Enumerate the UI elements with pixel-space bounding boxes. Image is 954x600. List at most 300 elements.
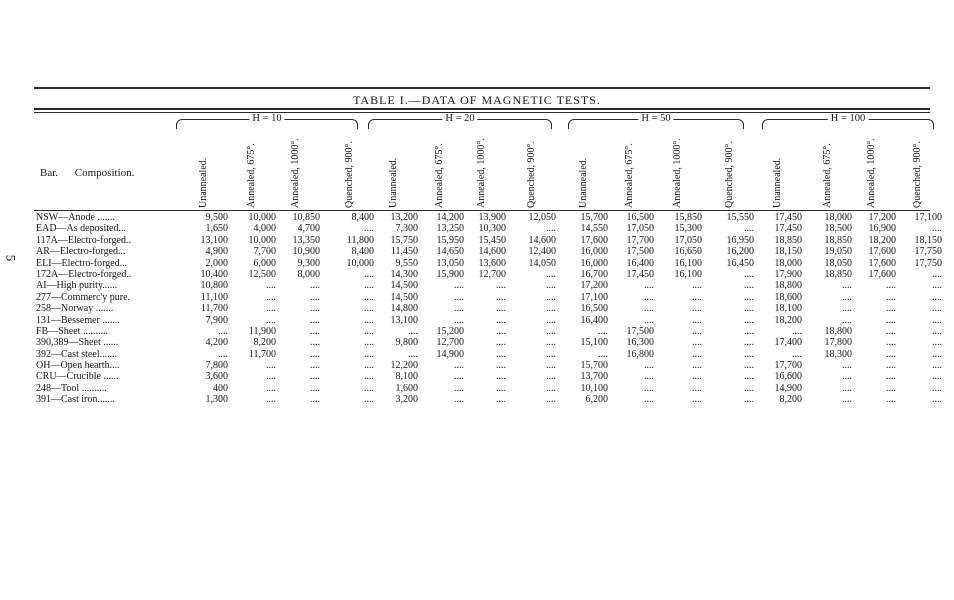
table-cell: .... bbox=[364, 371, 374, 383]
row-label: AI—High purity...... bbox=[36, 280, 118, 292]
table-cell: .... bbox=[546, 337, 556, 349]
table-cell: .... bbox=[932, 303, 942, 315]
table-cell: 17,500 bbox=[626, 246, 654, 258]
table-cell: .... bbox=[644, 382, 654, 394]
table-cell: .... bbox=[842, 360, 852, 372]
table-cell: 9,300 bbox=[297, 257, 320, 269]
table-row bbox=[36, 326, 940, 337]
table-cell: .... bbox=[454, 394, 464, 406]
table-cell: 17,100 bbox=[580, 291, 608, 303]
group-brace-h100 bbox=[762, 113, 934, 129]
table-cell: .... bbox=[310, 337, 320, 349]
table-cell: .... bbox=[496, 337, 506, 349]
table-cell: .... bbox=[692, 371, 702, 383]
table-cell: .... bbox=[886, 337, 896, 349]
table-cell: 7,700 bbox=[253, 246, 276, 258]
column-header: Annealed, 675°. bbox=[822, 143, 833, 208]
column-header: Quenched, 900°. bbox=[344, 140, 355, 208]
table-cell: 14,600 bbox=[478, 246, 506, 258]
table-cell: 8,200 bbox=[253, 337, 276, 349]
table-cell: 18,200 bbox=[774, 314, 802, 326]
table-cell: .... bbox=[744, 348, 754, 360]
table-cell: 10,850 bbox=[292, 212, 320, 223]
table-cell: .... bbox=[932, 382, 942, 394]
table-cell: .... bbox=[364, 337, 374, 349]
table-cell: 12,200 bbox=[390, 360, 418, 372]
column-header: Unannealed. bbox=[388, 157, 399, 208]
table-cell: 10,800 bbox=[200, 280, 228, 292]
table-cell: 9,500 bbox=[205, 212, 228, 223]
row-label: 131—Bessemer ....... bbox=[36, 314, 120, 326]
table-cell: .... bbox=[266, 371, 276, 383]
table-cell: .... bbox=[842, 280, 852, 292]
row-label: OH—Open hearth.... bbox=[36, 360, 120, 372]
table-cell: 17,600 bbox=[868, 268, 896, 280]
table-cell: 4,900 bbox=[205, 246, 228, 258]
table-cell: .... bbox=[310, 371, 320, 383]
table-cell: .... bbox=[364, 314, 374, 326]
table-row bbox=[36, 258, 940, 269]
table-cell: .... bbox=[310, 382, 320, 394]
title-rule-upper bbox=[34, 108, 930, 110]
table-cell: 15,700 bbox=[580, 212, 608, 223]
row-label: NSW—Anode ....... bbox=[36, 212, 115, 223]
table-cell: .... bbox=[644, 371, 654, 383]
column-header: Quenched, 900°. bbox=[526, 140, 537, 208]
column-header: Annealed, 675°. bbox=[246, 143, 257, 208]
table-cell: .... bbox=[454, 291, 464, 303]
table-cell: .... bbox=[364, 325, 374, 337]
table-cell: 15,950 bbox=[436, 234, 464, 246]
table-cell: .... bbox=[842, 314, 852, 326]
table-cell: .... bbox=[886, 303, 896, 315]
table-cell: .... bbox=[692, 280, 702, 292]
table-cell: 15,700 bbox=[580, 360, 608, 372]
table-cell: 10,000 bbox=[248, 212, 276, 223]
table-cell: 10,900 bbox=[292, 246, 320, 258]
table-cell: 17,050 bbox=[626, 223, 654, 235]
table-cell: 17,200 bbox=[580, 280, 608, 292]
table-cell: 16,500 bbox=[626, 212, 654, 223]
table-cell: .... bbox=[364, 348, 374, 360]
table-cell: 3,200 bbox=[395, 394, 418, 406]
table-cell: 18,200 bbox=[868, 234, 896, 246]
table-row bbox=[36, 383, 940, 394]
table-cell: .... bbox=[266, 291, 276, 303]
table-cell: .... bbox=[886, 360, 896, 372]
table-cell: .... bbox=[546, 291, 556, 303]
table-cell: .... bbox=[644, 291, 654, 303]
table-cell: 10,300 bbox=[478, 223, 506, 235]
table-cell: 17,050 bbox=[674, 234, 702, 246]
table-cell: .... bbox=[692, 303, 702, 315]
table-cell: 18,500 bbox=[824, 223, 852, 235]
table-cell: 14,650 bbox=[436, 246, 464, 258]
table-cell: 17,750 bbox=[914, 257, 942, 269]
table-cell: .... bbox=[454, 280, 464, 292]
table-cell: .... bbox=[744, 303, 754, 315]
table-cell: 7,800 bbox=[205, 360, 228, 372]
table-cell: .... bbox=[496, 280, 506, 292]
table-cell: .... bbox=[692, 348, 702, 360]
table-cell: 15,300 bbox=[674, 223, 702, 235]
table-cell: 17,700 bbox=[774, 360, 802, 372]
column-header: Unannealed. bbox=[772, 157, 783, 208]
table-cell: .... bbox=[310, 314, 320, 326]
table-cell: 11,800 bbox=[346, 234, 374, 246]
row-label: 258—Norway ....... bbox=[36, 303, 114, 315]
table-cell: .... bbox=[546, 268, 556, 280]
table-cell: .... bbox=[266, 382, 276, 394]
table-cell: .... bbox=[886, 280, 896, 292]
group-label-h50: H = 50 bbox=[638, 113, 673, 124]
table-cell: .... bbox=[932, 268, 942, 280]
table-cell: .... bbox=[744, 325, 754, 337]
table-cell: .... bbox=[644, 280, 654, 292]
group-brace-h50 bbox=[568, 113, 744, 129]
table-row bbox=[36, 315, 940, 326]
table-cell: 13,250 bbox=[436, 223, 464, 235]
row-label: 391—Cast iron....... bbox=[36, 394, 115, 406]
table-cell: 18,150 bbox=[914, 234, 942, 246]
row-label: FB—Sheet .......... bbox=[36, 325, 108, 337]
table-cell: .... bbox=[310, 394, 320, 406]
table-cell: 15,200 bbox=[436, 325, 464, 337]
table-cell: .... bbox=[842, 291, 852, 303]
table-cell: .... bbox=[692, 291, 702, 303]
table-cell: .... bbox=[886, 291, 896, 303]
table-cell: .... bbox=[744, 291, 754, 303]
table-cell: 16,400 bbox=[580, 314, 608, 326]
column-header: Unannealed. bbox=[578, 157, 589, 208]
table-cell: 8,400 bbox=[351, 246, 374, 258]
top-rule bbox=[34, 87, 930, 89]
table-cell: 12,700 bbox=[478, 268, 506, 280]
table-cell: 10,100 bbox=[580, 382, 608, 394]
table-row bbox=[36, 371, 940, 382]
table-cell: 12,050 bbox=[528, 212, 556, 223]
table-row bbox=[36, 269, 940, 280]
table-cell: .... bbox=[932, 337, 942, 349]
table-cell: .... bbox=[454, 360, 464, 372]
table-cell: 15,450 bbox=[478, 234, 506, 246]
table-cell: 10,400 bbox=[200, 268, 228, 280]
row-label: CRU—Crucible ...... bbox=[36, 371, 119, 383]
table-row bbox=[36, 246, 940, 257]
table-cell: 18,850 bbox=[824, 234, 852, 246]
table-cell: .... bbox=[496, 371, 506, 383]
table-cell: .... bbox=[546, 371, 556, 383]
column-header: Annealed, 1000°. bbox=[672, 138, 683, 208]
table-cell: .... bbox=[364, 268, 374, 280]
table-cell: .... bbox=[546, 360, 556, 372]
table-cell: 16,100 bbox=[674, 268, 702, 280]
table-cell: .... bbox=[932, 348, 942, 360]
table-cell: 15,750 bbox=[390, 234, 418, 246]
table-cell: 18,850 bbox=[824, 268, 852, 280]
table-row bbox=[36, 212, 940, 223]
table-cell: .... bbox=[546, 348, 556, 360]
table-row bbox=[36, 349, 940, 360]
column-header: Annealed, 675°. bbox=[624, 143, 635, 208]
table-cell: 17,900 bbox=[774, 268, 802, 280]
table-cell: 14,900 bbox=[436, 348, 464, 360]
table-row bbox=[36, 280, 940, 291]
header-rule bbox=[34, 210, 930, 211]
table-cell: .... bbox=[454, 371, 464, 383]
table-cell: .... bbox=[886, 382, 896, 394]
table-cell: 4,700 bbox=[297, 223, 320, 235]
table-cell: .... bbox=[496, 303, 506, 315]
table-row bbox=[36, 337, 940, 348]
table-cell: .... bbox=[692, 360, 702, 372]
table-cell: 13,600 bbox=[478, 257, 506, 269]
table-cell: .... bbox=[744, 371, 754, 383]
row-label: 390,389—Sheet ...... bbox=[36, 337, 119, 349]
table-cell: 7,300 bbox=[395, 223, 418, 235]
table-cell: .... bbox=[546, 223, 556, 235]
table-cell: 11,900 bbox=[248, 325, 276, 337]
table-cell: .... bbox=[692, 394, 702, 406]
table-cell: .... bbox=[644, 314, 654, 326]
table-cell: .... bbox=[310, 280, 320, 292]
table-cell: 16,950 bbox=[726, 234, 754, 246]
table-cell: 3,600 bbox=[205, 371, 228, 383]
table-cell: 14,050 bbox=[528, 257, 556, 269]
table-cell: 17,700 bbox=[626, 234, 654, 246]
table-cell: 14,500 bbox=[390, 291, 418, 303]
table-cell: .... bbox=[886, 325, 896, 337]
table-cell: .... bbox=[792, 325, 802, 337]
table-cell: .... bbox=[744, 268, 754, 280]
table-cell: .... bbox=[266, 280, 276, 292]
table-cell: .... bbox=[546, 303, 556, 315]
table-cell: .... bbox=[886, 394, 896, 406]
table-cell: 10,000 bbox=[346, 257, 374, 269]
table-cell: .... bbox=[546, 280, 556, 292]
table-cell: 16,400 bbox=[626, 257, 654, 269]
table-cell: 7,900 bbox=[205, 314, 228, 326]
table-cell: .... bbox=[364, 223, 374, 235]
table-cell: 16,800 bbox=[626, 348, 654, 360]
table-cell: .... bbox=[598, 348, 608, 360]
table-cell: 18,800 bbox=[774, 280, 802, 292]
table-cell: 17,500 bbox=[626, 325, 654, 337]
table-cell: .... bbox=[496, 325, 506, 337]
table-cell: 14,300 bbox=[390, 268, 418, 280]
table-cell: .... bbox=[842, 382, 852, 394]
table-cell: 12,500 bbox=[248, 268, 276, 280]
table-row bbox=[36, 303, 940, 314]
table-cell: 17,600 bbox=[580, 234, 608, 246]
table-cell: 16,500 bbox=[580, 303, 608, 315]
table-row bbox=[36, 394, 940, 405]
table-cell: .... bbox=[546, 382, 556, 394]
table-cell: 1,650 bbox=[205, 223, 228, 235]
table-cell: 18,000 bbox=[824, 212, 852, 223]
table-body bbox=[36, 212, 940, 406]
table-cell: .... bbox=[932, 325, 942, 337]
column-header: Quenched, 900°. bbox=[724, 140, 735, 208]
table-cell: 12,400 bbox=[528, 246, 556, 258]
table-cell: 11,700 bbox=[200, 303, 228, 315]
table-cell: .... bbox=[266, 394, 276, 406]
column-header: Annealed, 675°. bbox=[434, 143, 445, 208]
table-cell: 16,300 bbox=[626, 337, 654, 349]
table-cell: .... bbox=[644, 303, 654, 315]
table-cell: 11,100 bbox=[200, 291, 228, 303]
table-cell: .... bbox=[744, 223, 754, 235]
table-cell: .... bbox=[218, 348, 228, 360]
table-cell: .... bbox=[408, 348, 418, 360]
table-cell: 16,650 bbox=[674, 246, 702, 258]
table-cell: .... bbox=[218, 325, 228, 337]
table-cell: 8,200 bbox=[779, 394, 802, 406]
table-cell: .... bbox=[546, 325, 556, 337]
table-cell: 10,000 bbox=[248, 234, 276, 246]
page-number: 5 bbox=[3, 254, 19, 262]
table-cell: .... bbox=[644, 394, 654, 406]
table-cell: .... bbox=[496, 348, 506, 360]
table-cell: .... bbox=[408, 325, 418, 337]
table-cell: .... bbox=[310, 360, 320, 372]
table-cell: .... bbox=[692, 382, 702, 394]
table-cell: .... bbox=[496, 394, 506, 406]
table-cell: 18,850 bbox=[774, 234, 802, 246]
table-cell: 11,450 bbox=[390, 246, 418, 258]
table-cell: 18,150 bbox=[774, 246, 802, 258]
table-cell: 13,350 bbox=[292, 234, 320, 246]
row-label: 248—Tool .......... bbox=[36, 382, 107, 394]
table-cell: .... bbox=[546, 394, 556, 406]
table-cell: .... bbox=[842, 394, 852, 406]
table-cell: 17,450 bbox=[626, 268, 654, 280]
table-cell: 14,900 bbox=[774, 382, 802, 394]
table-cell: 400 bbox=[213, 382, 228, 394]
table-cell: .... bbox=[932, 291, 942, 303]
table-cell: 17,450 bbox=[774, 223, 802, 235]
table-cell: .... bbox=[744, 360, 754, 372]
row-label: 172A—Electro-forged.. bbox=[36, 268, 132, 280]
table-cell: .... bbox=[266, 303, 276, 315]
composition-header: Composition. bbox=[74, 167, 135, 179]
table-cell: .... bbox=[454, 382, 464, 394]
table-cell: .... bbox=[744, 337, 754, 349]
table-cell: 16,700 bbox=[580, 268, 608, 280]
table-cell: 13,700 bbox=[580, 371, 608, 383]
table-cell: 17,600 bbox=[868, 246, 896, 258]
bar-header: Bar. bbox=[40, 167, 59, 179]
table-row bbox=[36, 292, 940, 303]
table-cell: 17,200 bbox=[868, 212, 896, 223]
title-rule-lower bbox=[34, 112, 930, 113]
table-cell: 16,100 bbox=[674, 257, 702, 269]
table-cell: 16,200 bbox=[726, 246, 754, 258]
group-label-h10: H = 10 bbox=[249, 113, 284, 124]
table-cell: 15,550 bbox=[726, 212, 754, 223]
table-cell: 17,100 bbox=[914, 212, 942, 223]
table-cell: .... bbox=[546, 314, 556, 326]
table-cell: 18,800 bbox=[824, 325, 852, 337]
row-label: 117A—Electro-forged.. bbox=[36, 234, 131, 246]
table-cell: .... bbox=[744, 314, 754, 326]
table-cell: 13,100 bbox=[200, 234, 228, 246]
table-cell: 13,050 bbox=[436, 257, 464, 269]
table-cell: 8,400 bbox=[351, 212, 374, 223]
table-cell: .... bbox=[644, 360, 654, 372]
table-cell: .... bbox=[886, 371, 896, 383]
table-cell: .... bbox=[932, 394, 942, 406]
table-cell: 14,200 bbox=[436, 212, 464, 223]
table-cell: 16,600 bbox=[774, 371, 802, 383]
table-cell: .... bbox=[364, 394, 374, 406]
table-cell: .... bbox=[364, 303, 374, 315]
table-cell: 17,400 bbox=[774, 337, 802, 349]
table-cell: .... bbox=[310, 348, 320, 360]
table-cell: .... bbox=[266, 314, 276, 326]
table-cell: .... bbox=[454, 303, 464, 315]
table-cell: 9,550 bbox=[395, 257, 418, 269]
table-cell: 11,700 bbox=[248, 348, 276, 360]
table-row bbox=[36, 235, 940, 246]
table-cell: 9,800 bbox=[395, 337, 418, 349]
row-label: ELI—Electro-forged... bbox=[36, 257, 128, 269]
table-cell: 1,300 bbox=[205, 394, 228, 406]
table-cell: .... bbox=[454, 314, 464, 326]
table-cell: .... bbox=[364, 382, 374, 394]
table-cell: 13,900 bbox=[478, 212, 506, 223]
table-cell: .... bbox=[310, 291, 320, 303]
table-cell: 17,800 bbox=[824, 337, 852, 349]
table-cell: 13,200 bbox=[390, 212, 418, 223]
table-cell: 4,000 bbox=[253, 223, 276, 235]
table-cell: 17,450 bbox=[774, 212, 802, 223]
table-cell: .... bbox=[744, 382, 754, 394]
table-cell: 8,000 bbox=[297, 268, 320, 280]
table-cell: .... bbox=[744, 280, 754, 292]
table-cell: .... bbox=[932, 371, 942, 383]
table-cell: .... bbox=[932, 314, 942, 326]
column-header: Annealed, 1000°. bbox=[476, 138, 487, 208]
table-cell: .... bbox=[886, 314, 896, 326]
column-header: Unannealed. bbox=[198, 157, 209, 208]
row-label: 392—Cast steel....... bbox=[36, 348, 118, 360]
table-cell: 15,850 bbox=[674, 212, 702, 223]
table-cell: .... bbox=[692, 325, 702, 337]
group-label-h100: H = 100 bbox=[828, 113, 869, 124]
table-cell: 18,300 bbox=[824, 348, 852, 360]
row-label: EAD—As deposited... bbox=[36, 223, 126, 235]
group-label-h20: H = 20 bbox=[442, 113, 477, 124]
table-cell: .... bbox=[364, 291, 374, 303]
table-cell: .... bbox=[932, 360, 942, 372]
table-cell: .... bbox=[598, 325, 608, 337]
table-cell: 1,600 bbox=[395, 382, 418, 394]
table-cell: 2,000 bbox=[205, 257, 228, 269]
table-cell: .... bbox=[886, 348, 896, 360]
table-cell: .... bbox=[744, 394, 754, 406]
table-cell: 15,100 bbox=[580, 337, 608, 349]
table-cell: 14,800 bbox=[390, 303, 418, 315]
table-cell: 14,600 bbox=[528, 234, 556, 246]
table-cell: .... bbox=[496, 291, 506, 303]
table-cell: .... bbox=[310, 325, 320, 337]
table-cell: 17,600 bbox=[868, 257, 896, 269]
table-cell: 16,450 bbox=[726, 257, 754, 269]
table-cell: 15,900 bbox=[436, 268, 464, 280]
table-cell: 12,700 bbox=[436, 337, 464, 349]
table-title: TABLE I.—DATA OF MAGNETIC TESTS. bbox=[353, 93, 601, 107]
